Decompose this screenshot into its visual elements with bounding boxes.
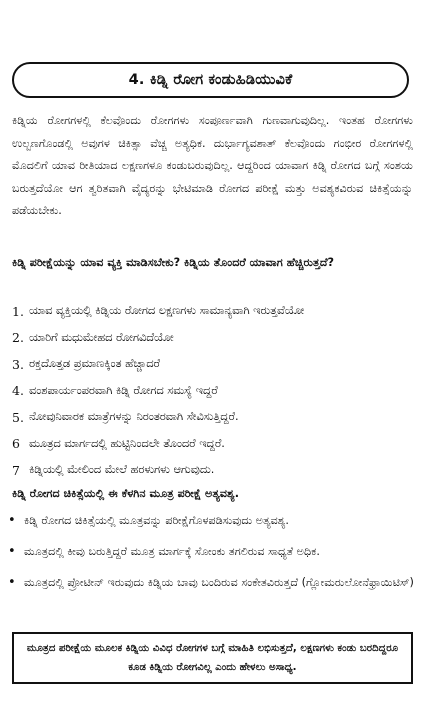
bullet-dot-icon: • <box>8 544 16 559</box>
bullet-item <box>8 572 418 593</box>
note-box <box>12 632 413 684</box>
list-text: ವಂಶಪಾರ್ಯಂಪರವಾಗಿ ಕಿಡ್ನಿ ರೋಗದ ಸಮಸ್ಯೆ ಇದ್ದರೆ <box>29 383 218 397</box>
bullet-item <box>8 510 418 531</box>
list-number: 3. <box>12 356 24 372</box>
list-item <box>12 351 417 378</box>
list-number: 5. <box>12 409 24 425</box>
list-item <box>12 431 417 458</box>
bullet-dot-icon: • <box>8 575 16 590</box>
urine-test-heading: ಕಿಡ್ನಿ ರೋಗದ ಚಿಕಿತ್ಸೆಯಲ್ಲಿ ಈ ಕೆಳಗಿನ ಮೂತ್ರ ಪರೀಕ್ಷೆ ಅತ್ಯವಶ್ಯ. <box>12 487 239 500</box>
bullet-list <box>8 510 418 603</box>
note-text: ಮೂತ್ರದ ಪರೀಕ್ಷೆಯ ಮೂಲಕ ಕಿಡ್ನಿಯ ವಿವಿಧ ರೋಗಗಳ ಬಗ್ಗೆ ಮಾಹಿತಿ ಲಭಿಸುತ್ತದೆ, ಲಕ್ಷಣಗಳು ಕಂಡು ಬರದಿದ್ದರೂ ಕೂಡ ಕಿಡ್ನಿಯ ರೋಗವಿಲ್ಲ ಎಂದು ಹೇಳಲು ಅಸಾಧ್ಯ. <box>26 643 399 673</box>
list-text: ಯಾರಿಗೆ ಮಧುಮೇಹದ ರೋಗವಿದೆಯೋ <box>29 330 174 344</box>
chapter-title-box <box>12 62 409 98</box>
question-heading: ಕಿಡ್ನಿ ಪರೀಕ್ಷೆಯನ್ನು ಯಾವ ವ್ಯಕ್ತಿ ಮಾಡಿಸಬೇಕು? ಕಿಡ್ನಿಯ ತೊಂದರೆ ಯಾವಾಗ ಹೆಚ್ಚಿರುತ್ತದೆ? <box>12 256 335 269</box>
bullet-text: ಮೂತ್ರದಲ್ಲಿ ಪ್ರೋಟೀನ್ ಇರುವುದು ಕಿಡ್ನಿಯ ಬಾವು ಬಂದಿರುವ ಸಂಕೇತವಿರುತ್ತದೆ (ಗ್ಲೋಮರುಲೋನೆಫ್ರಾಯಿಟಿಸ್) <box>24 576 414 589</box>
list-number: 4. <box>12 383 24 399</box>
list-text: ನೋವುನಿವಾರಕ ಮಾತ್ರೆಗಳನ್ನು ನಿರಂತರವಾಗಿ ಸೇವಿಸುತ್ತಿದ್ದರೆ. <box>29 410 239 424</box>
list-text: ರಕ್ತದೊತ್ತಡ ಪ್ರಮಾಣಕ್ಕಿಂತ ಹೆಚ್ಚಾದರೆ <box>29 357 160 371</box>
list-item <box>12 378 417 405</box>
list-text: ಮೂತ್ರದ ಮಾರ್ಗದಲ್ಲಿ ಹುಟ್ಟಿನಿಂದಲೇ ತೊಂದರೆ ಇದ್ದರೆ. <box>29 436 225 450</box>
list-number: 1. <box>12 303 24 319</box>
list-text: ಕಿಡ್ನಿಯಲ್ಲಿ ಮೇಲಿಂದ ಮೇಲೆ ಹರಳುಗಳು ಆಗುವುದು. <box>29 463 215 477</box>
list-number: 7 <box>12 462 20 478</box>
bullet-text: ಕಿಡ್ನಿ ರೋಗದ ಚಿಕಿತ್ಸೆಯಲ್ಲಿ ಮೂತ್ರವನ್ನು ಪರೀಕ್ಷೆಗೊಳಪಡಿಸುವುದು ಅತ್ಯವಶ್ಯ. <box>24 514 289 527</box>
condition-list <box>12 298 417 484</box>
list-item <box>12 298 417 325</box>
bullet-text: ಮೂತ್ರದಲ್ಲಿ ಕೀವು ಬರುತ್ತಿದ್ದರೆ ಮೂತ್ರ ಮಾರ್ಗಕ್ಕೆ ಸೋಂಕು ತಗಲಿರುವ ಸಾಧ್ಯತೆ ಅಧಿಕ. <box>24 545 320 558</box>
list-text: ಯಾವ ವ್ಯಕ್ತಿಯಲ್ಲಿ ಕಿಡ್ನಿಯ ರೋಗದ ಲಕ್ಷಣಗಳು ಸಾಮಾನ್ಯವಾಗಿ ಇರುತ್ತವೆಯೋ <box>29 304 305 318</box>
list-item <box>12 325 417 352</box>
bullet-item <box>8 541 418 562</box>
list-number: 6 <box>12 436 20 452</box>
list-item <box>12 404 417 431</box>
chapter-title: 4. ಕಿಡ್ನಿ ರೋಗ ಕಂಡುಹಿಡಿಯುವಿಕೆ <box>128 72 293 88</box>
list-item <box>12 457 417 484</box>
intro-paragraph: ಕಿಡ್ನಿಯ ರೋಗಗಳಲ್ಲಿ ಕೆಲವೊಂದು ರೋಗಗಳು ಸಂಪೂರ್ಣವಾಗಿ ಗುಣವಾಗುವುದಿಲ್ಲ. ಇಂತಹ ರೋಗಗಳು ಉಲ್ಬಣಗೊಂಡಲ್ಲಿ ಅವುಗಳ ಚಿಕಿತ್ಸಾ ವೆಚ್ಚ ಅತ್ಯಧಿಕ. ದುರ್ಭಾಗ್ಯವಶಾತ್ ಕೆಲವೊಂದು ಗಂಭೀರ ರೋಗಗಳಲ್ಲಿ ಮೊದಲಿಗೆ ಯಾವ ರೀತಿಯಾದ ಲಕ್ಷಣಗಳೂ ಕಂಡುಬರುವುದಿಲ್ಲ. ಆದ್ದರಿಂದ ಯಾವಾಗ ಕಿಡ್ನಿ ರೋಗದ ಬಗ್ಗೆ ಸಂಶಯ ಬರುತ್ತದೆಯೋ ಆಗ ತ್ವರಿತವಾಗಿ ವೈದ್ಯರನ್ನು ಭೇಟಿಮಾಡಿ ರೋಗದ ಪರೀಕ್ಷೆ ಮತ್ತು ಅವಶ್ಯಕವಿರುವ ಚಿಕಿತ್ಸೆಯನ್ನು ಪಡೆಯಬೇಕು. <box>12 114 413 217</box>
bullet-dot-icon: • <box>8 513 16 528</box>
list-number: 2. <box>12 330 24 346</box>
